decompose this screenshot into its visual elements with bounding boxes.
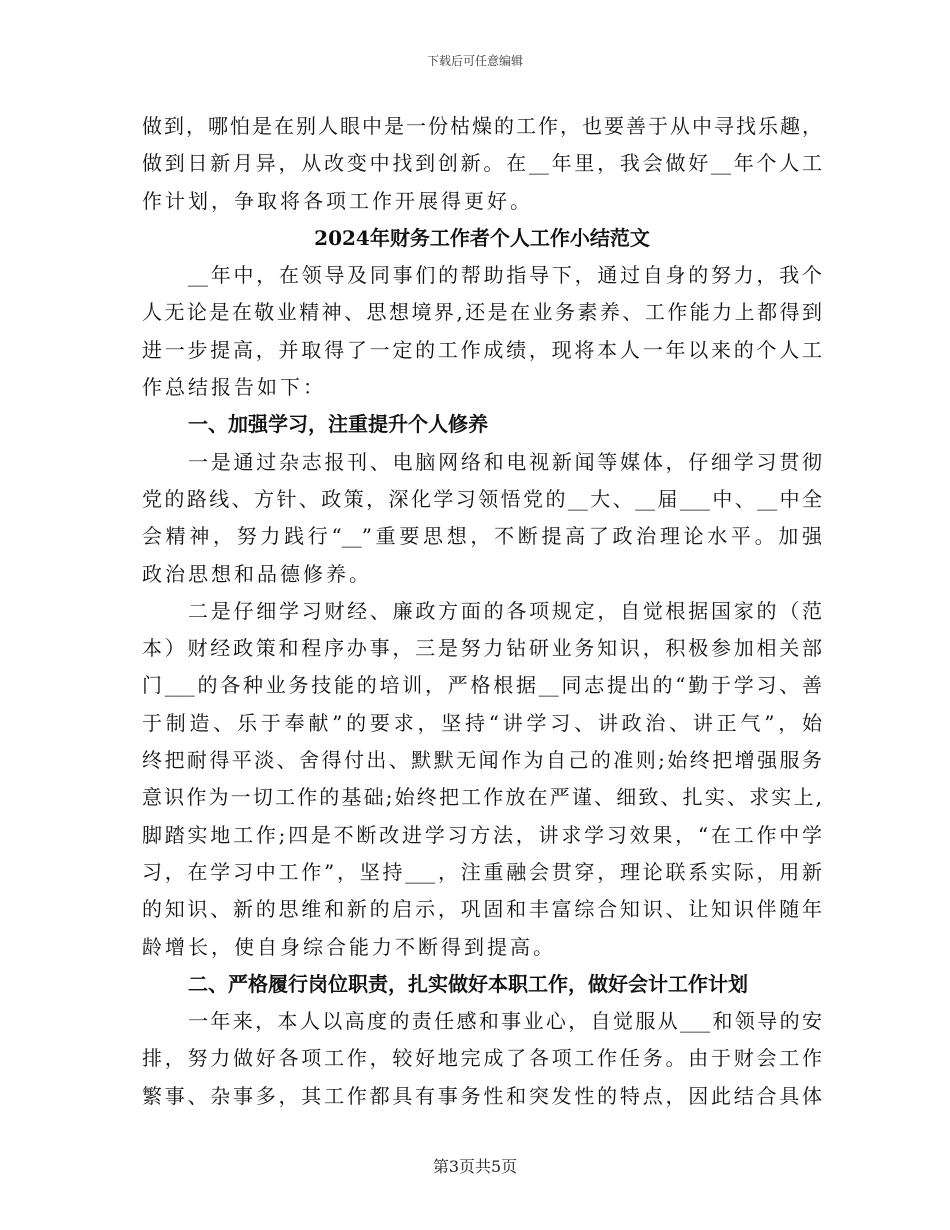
paragraph-line: 人无论是在敬业精神、思想境界,还是在业务素养、工作能力上都得到 (142, 300, 822, 325)
paragraph-line: 繁事、杂事多，其工作都具有事务性和突发性的特点，因此结合具体 (142, 1083, 822, 1108)
document-body (142, 108, 822, 1115)
paragraph-last-line: 作总结报告如下： (142, 375, 326, 400)
paragraph-first-line: 二是仔细学习财经、廉政方面的各项规定，自觉根据国家的（范 (188, 598, 822, 623)
paragraph-line: 做到，哪怕是在别人眼中是一份枯燥的工作，也要善于从中寻找乐趣， (142, 114, 822, 138)
paragraph-line: 党的路线、方针、政策，深化学习领悟党的__大、__届___中、__中全 (142, 486, 822, 511)
section-heading: 一、加强学习，注重提升个人修养 (188, 412, 488, 437)
paragraph-line: 终把耐得平淡、舍得付出、默默无闻作为自己的准则;始终把增强服务 (142, 748, 822, 773)
page-footer: 第3页共5页 (432, 1157, 518, 1176)
paragraph-line: 于制造、乐于奉献”的要求，坚持“讲学习、讲政治、讲正气”，始 (142, 710, 822, 735)
paragraph-last-line: 政治思想和品德修养。 (142, 561, 372, 586)
paragraph-line: 进一步提高，并取得了一定的工作成绩，现将本人一年以来的个人工 (142, 337, 822, 362)
paragraph-last-line: 作计划，争取将各项工作开展得更好。 (142, 188, 533, 213)
paragraph-first-line: 一是通过杂志报刊、电脑网络和电视新闻等媒体，仔细学习贯彻 (188, 449, 822, 474)
page-header: 下载后可任意编辑 (426, 54, 523, 68)
paragraph-line: 排，努力做好各项工作，较好地完成了各项工作任务。由于财会工作 (142, 1046, 822, 1071)
paragraph-line: 的知识、新的思维和新的启示，巩固和丰富综合知识、让知识伴随年 (142, 897, 822, 922)
paragraph-line: 门___的各种业务技能的培训，严格根据__同志提出的“勤于学习、善 (142, 673, 822, 698)
paragraph-line: 会精神，努力践行“__”重要思想，不断提高了政治理论水平。加强 (142, 524, 822, 549)
paragraph-last-line: 龄增长，使自身综合能力不断得到提高。 (142, 934, 556, 959)
paragraph-first-line: 一年来，本人以高度的责任感和事业心，自觉服从___和领导的安 (188, 1009, 822, 1034)
paragraph-line: 习，在学习中工作”，坚持___，注重融会贯穿，理论联系实际，用新 (142, 859, 822, 884)
paragraph-line: 意识作为一切工作的基础;始终把工作放在严谨、细致、扎实、求实上, (142, 785, 822, 810)
document-title: 2024年财务工作者个人工作小结范文 (314, 225, 650, 250)
section-heading: 二、严格履行岗位职责，扎实做好本职工作，做好会计工作计划 (188, 971, 748, 996)
paragraph-line: 做到日新月异，从改变中找到创新。在__年里，我会做好__年个人工 (142, 151, 822, 176)
paragraph-line: 本）财经政策和程序办事，三是努力钻研业务知识，积极参加相关部 (142, 636, 822, 661)
paragraph-line: 脚踏实地工作;四是不断改进学习方法，讲求学习效果，“在工作中学 (142, 822, 822, 847)
paragraph-first-line: __年中，在领导及同事们的帮助指导下，通过自身的努力，我个 (188, 263, 822, 288)
